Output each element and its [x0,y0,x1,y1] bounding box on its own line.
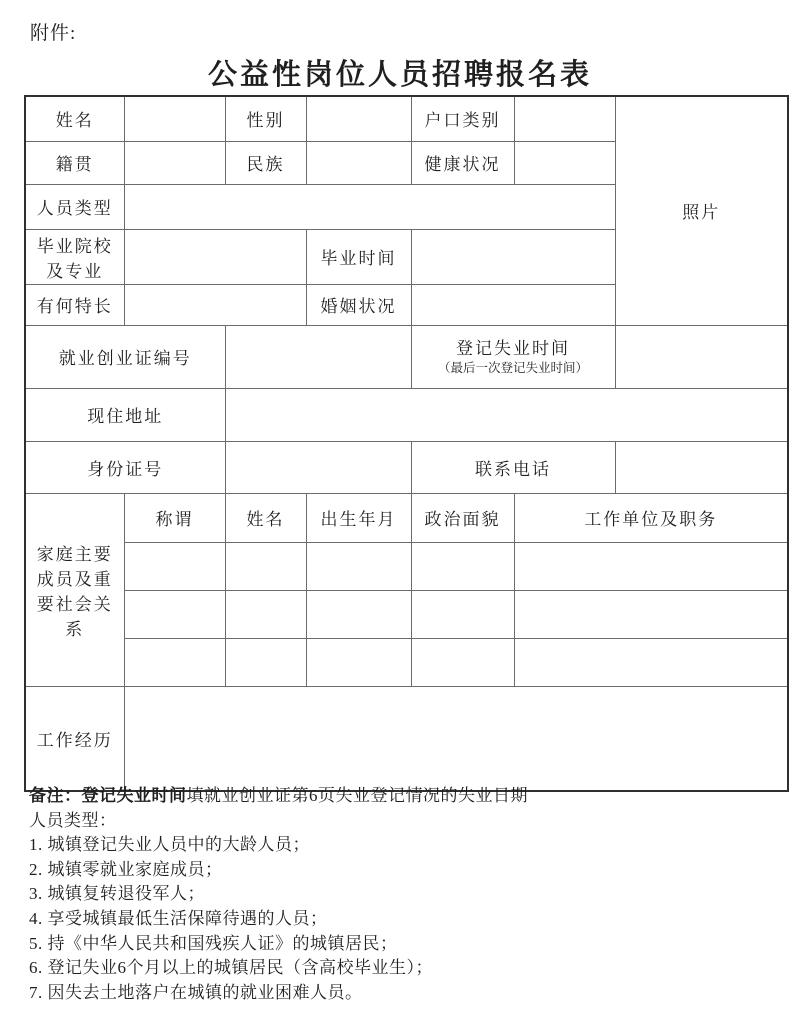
id-number-value-cell [225,441,411,493]
family-header-workunit-position: 工作单位及职务 [514,493,788,542]
notes-section [29,784,774,1005]
unemployment-reg-time-value-cell [615,325,788,388]
personnel-type-item-3: 3. 城镇复转退役军人； [29,884,205,904]
family-row-3 [25,638,788,686]
row-name-gender-household [25,96,788,141]
marital-status-value-cell [411,284,615,325]
native-place-value-cell [124,141,225,184]
personnel-type-heading: 人员类型： [29,810,117,830]
family-row-1 [25,542,788,590]
family-relation-cell [124,542,225,590]
row-family-header [25,493,788,542]
personnel-type-value-cell [124,184,615,229]
contact-phone-value-cell [615,441,788,493]
personnel-type-item-2: 2. 城镇零就业家庭成员； [29,859,223,879]
employment-cert-no-label: 就业创业证编号 [25,325,225,388]
school-major-value-cell [124,229,306,284]
name-label: 姓名 [25,96,124,141]
row-work-experience [25,686,788,791]
family-political-status-cell [411,638,514,686]
family-name-cell [225,638,306,686]
graduation-time-label: 毕业时间 [306,229,411,284]
work-experience-label: 工作经历 [25,686,124,791]
unemployment-reg-time-label [411,325,615,388]
family-workunit-cell [514,542,788,590]
application-form-table [24,95,789,792]
family-relation-cell [124,638,225,686]
school-major-label: 毕业院校及专业 [25,229,124,284]
personnel-type-label: 人员类型 [25,184,124,229]
family-workunit-cell [514,638,788,686]
family-row-2 [25,590,788,638]
current-address-value-cell [225,388,788,441]
family-header-birthdate: 出生年月 [306,493,411,542]
family-birthdate-cell [306,542,411,590]
personnel-type-item-7: 7. 因失去土地落户在城镇的就业困难人员。 [29,982,363,1002]
health-status-label: 健康状况 [411,141,514,184]
ethnicity-label: 民族 [225,141,306,184]
personnel-type-item-6: 6. 登记失业6个月以上的城镇居民（含高校毕业生）； [29,958,433,978]
remark-prefix: 备注： [29,786,82,805]
family-political-status-cell [411,590,514,638]
family-workunit-cell [514,590,788,638]
family-header-relation: 称谓 [124,493,225,542]
employment-cert-no-value-cell [225,325,411,388]
family-name-cell [225,590,306,638]
unemployment-reg-time-note: （最后一次登记失业时间） [437,360,588,375]
unemployment-reg-time-main: 登记失业时间 [456,338,570,358]
family-header-name: 姓名 [225,493,306,542]
personnel-type-item-5: 5. 持《中华人民共和国残疾人证》的城镇居民； [29,933,398,953]
household-type-value-cell [514,96,615,141]
ethnicity-value-cell [306,141,411,184]
health-status-value-cell [514,141,615,184]
work-experience-value-cell [124,686,788,791]
graduation-time-value-cell [411,229,615,284]
family-birthdate-cell [306,590,411,638]
photo-cell: 照片 [615,96,788,325]
gender-value-cell [306,96,411,141]
remark-line [29,784,774,809]
family-section-label: 家庭主要成员及重要社会关系 [25,493,124,686]
row-current-address [25,388,788,441]
current-address-label: 现住地址 [25,388,225,441]
row-id-phone [25,441,788,493]
contact-phone-label: 联系电话 [411,441,615,493]
gender-label: 性别 [225,96,306,141]
family-political-status-cell [411,542,514,590]
household-type-label: 户口类别 [411,96,514,141]
specialty-label: 有何特长 [25,284,124,325]
row-employment-cert [25,325,788,388]
family-relation-cell [124,590,225,638]
attachment-label: 附件: [30,23,77,44]
personnel-type-item-1: 1. 城镇登记失业人员中的大龄人员； [29,835,310,855]
specialty-value-cell [124,284,306,325]
family-header-political-status: 政治面貌 [411,493,514,542]
form-title: 公益性岗位人员招聘报名表 [207,59,592,91]
marital-status-label: 婚姻状况 [306,284,411,325]
remark-rest: 填就业创业证第6页失业登记情况的失业日期 [186,786,528,805]
remark-bold-term: 登记失业时间 [81,786,187,805]
name-value-cell [124,96,225,141]
native-place-label: 籍贯 [25,141,124,184]
id-number-label: 身份证号 [25,441,225,493]
family-name-cell [225,542,306,590]
personnel-type-item-4: 4. 享受城镇最低生活保障待遇的人员； [29,908,328,928]
family-birthdate-cell [306,638,411,686]
